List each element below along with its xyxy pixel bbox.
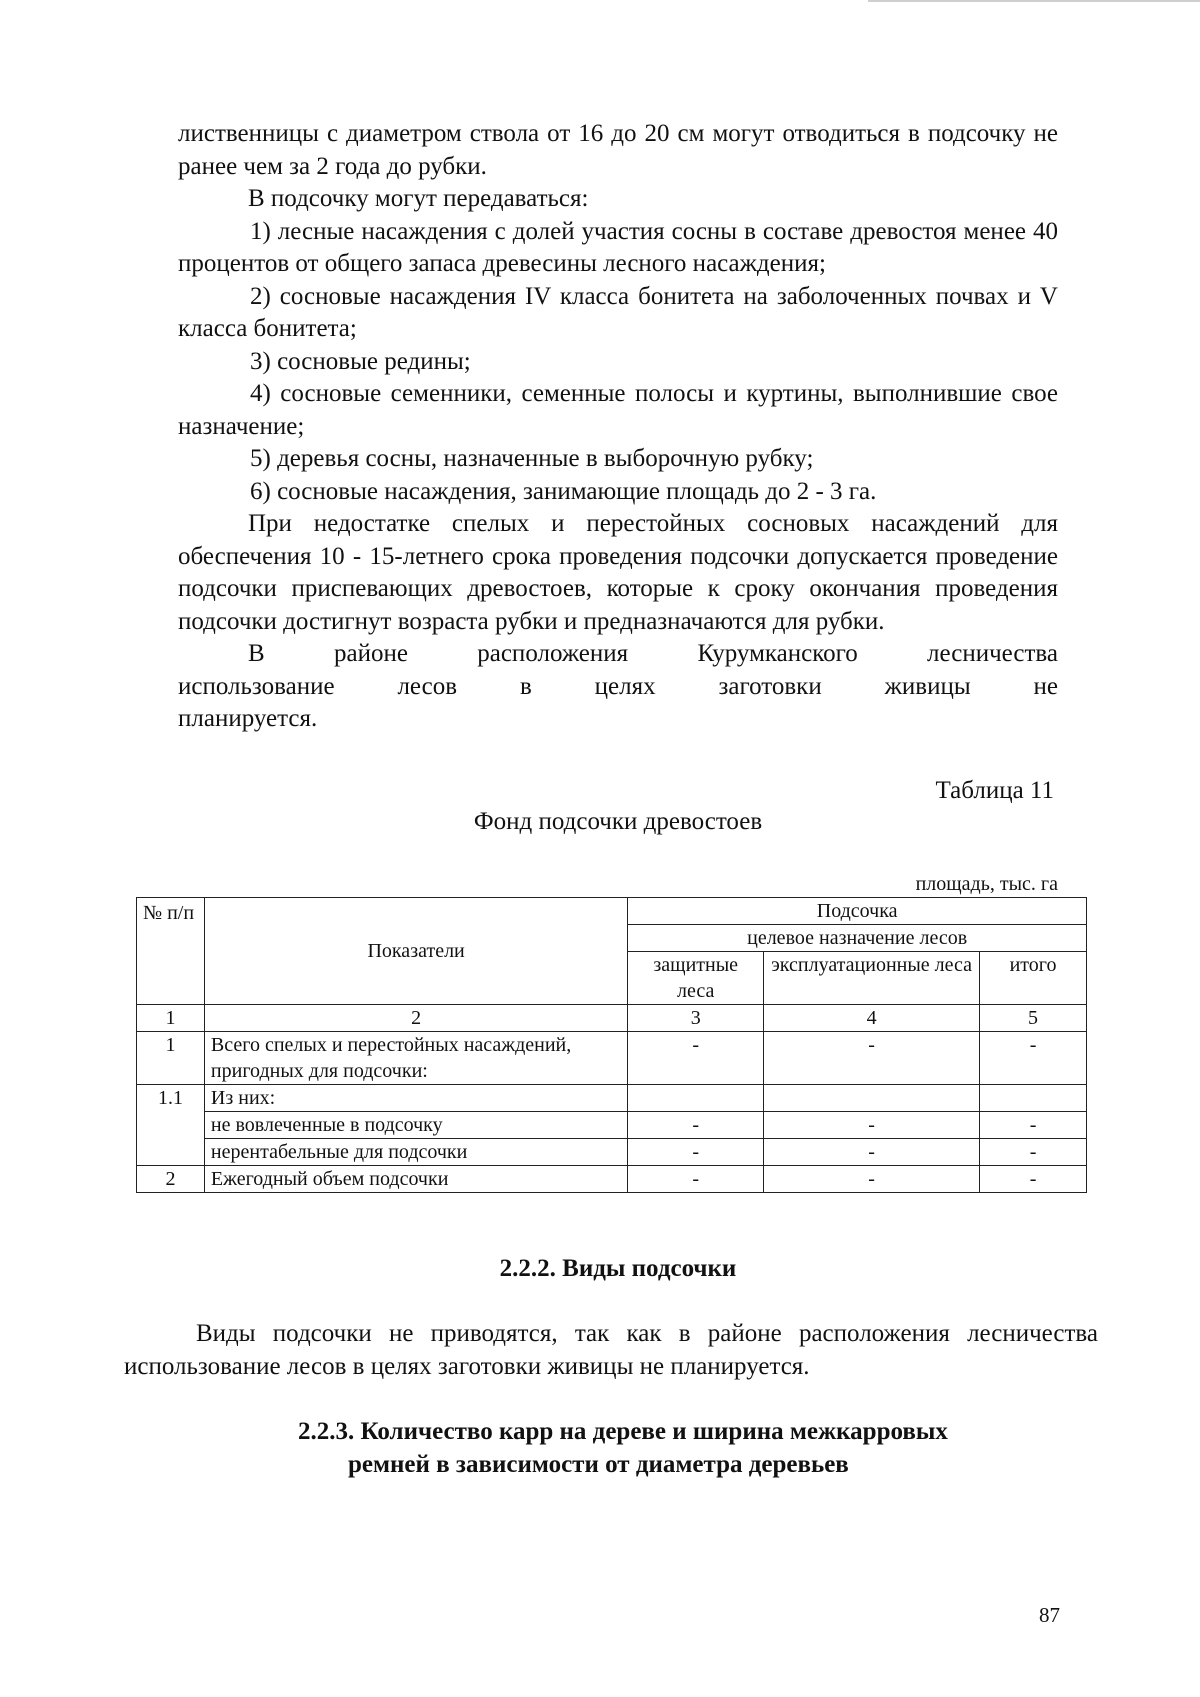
table-row bbox=[137, 1085, 1087, 1112]
table-title: Фонд подсочки древостоев bbox=[473, 808, 763, 835]
section-heading-2-2-2: 2.2.2. Виды подсочки bbox=[499, 1255, 737, 1282]
row-label: Всего спелых и перестойных насаждений, пригодных для подсочки: bbox=[204, 1032, 627, 1085]
header-subgroup: целевое назначение лесов bbox=[628, 925, 1087, 952]
list-item: 1) лесные насаждения с долей участия сосны в составе древостоя менее 40 процентов от общего запаса древесины лесного насаждения; bbox=[178, 217, 1058, 277]
header-group: Подсочка bbox=[628, 898, 1087, 925]
list-item: 3) сосновые редины; bbox=[250, 347, 471, 375]
col-number: 5 bbox=[980, 1005, 1087, 1032]
paragraph-larch: лиственницы с диаметром ствола от 16 до 20 см могут отводиться в подсочку не ранее чем за 2 года до рубки. bbox=[178, 120, 1058, 180]
header-num: № п/п bbox=[137, 898, 205, 1005]
body-text bbox=[178, 118, 1058, 736]
header-exploitation: эксплуатационные леса bbox=[764, 952, 980, 1005]
header-protective: защитные леса bbox=[628, 952, 764, 1005]
table-row bbox=[137, 1139, 1087, 1166]
row-value bbox=[764, 1085, 980, 1112]
row-value bbox=[980, 1085, 1087, 1112]
col-number: 2 bbox=[204, 1005, 627, 1032]
row-num: 2 bbox=[137, 1166, 205, 1193]
row-num bbox=[137, 1139, 205, 1166]
paragraph-transfer-intro: В подсочку могут передаваться: bbox=[248, 185, 589, 212]
scan-edge-line bbox=[868, 0, 1200, 2]
section-heading-2-2-3-line2: ремней в зависимости от диаметра деревьев bbox=[348, 1451, 849, 1478]
list-item: 2) сосновые насаждения IV класса бонитета на заболоченных почвах и V класса бонитета; bbox=[178, 282, 1058, 342]
table-row bbox=[137, 1032, 1087, 1085]
table-row bbox=[137, 1166, 1087, 1193]
row-value: - bbox=[980, 1139, 1087, 1166]
row-value: - bbox=[628, 1112, 764, 1139]
row-num bbox=[137, 1112, 205, 1139]
row-value: - bbox=[764, 1166, 980, 1193]
paragraph-kurumkan: В районе расположения Курумканского лесничества использование лесов в целях заготовки живицы не планируется. bbox=[178, 640, 1058, 732]
list-item: 5) деревья сосны, назначенные в выборочную рубку; bbox=[250, 445, 814, 472]
section-2-2-2-text: Виды подсочки не приводятся, так как в районе расположения лесничества использование лесов в целях заготовки живицы не планируется. bbox=[124, 1320, 1098, 1380]
col-number: 4 bbox=[764, 1005, 980, 1032]
row-num: 1.1 bbox=[137, 1085, 205, 1112]
row-value: - bbox=[628, 1032, 764, 1085]
row-value: - bbox=[764, 1139, 980, 1166]
col-number: 3 bbox=[628, 1005, 764, 1032]
list-item: 6) сосновые насаждения, занимающие площадь до 2 - 3 га. bbox=[250, 477, 877, 505]
row-value: - bbox=[980, 1032, 1087, 1085]
page-number: 87 bbox=[1039, 1603, 1060, 1627]
row-label: Ежегодный объем подсочки bbox=[204, 1166, 627, 1193]
row-value bbox=[628, 1085, 764, 1112]
table-number: Таблица 11 bbox=[935, 777, 1054, 804]
row-value: - bbox=[628, 1166, 764, 1193]
row-value: - bbox=[764, 1032, 980, 1085]
row-num: 1 bbox=[137, 1032, 205, 1085]
header-total: итого bbox=[980, 952, 1087, 1005]
row-label: не вовлеченные в подсочку bbox=[204, 1112, 627, 1139]
row-value: - bbox=[764, 1112, 980, 1139]
col-number: 1 bbox=[137, 1005, 205, 1032]
row-value: - bbox=[980, 1112, 1087, 1139]
list-item: 4) сосновые семенники, семенные полосы и куртины, выполнившие свое назначение; bbox=[178, 380, 1058, 440]
table-units: площадь, тыс. га bbox=[915, 873, 1058, 895]
header-indicators: Показатели bbox=[204, 898, 627, 1005]
row-value: - bbox=[980, 1166, 1087, 1193]
paragraph-shortage: При недостатке спелых и перестойных сосновых насаждений для обеспечения 10 - 15-летнего срока проведения подсочки допускается проведение подсочки приспевающих древостоев, которые к сроку окончания проведения подсочки достигнут возраста рубки и предназначаются для рубки. bbox=[178, 510, 1058, 635]
row-label: Из них: bbox=[204, 1085, 627, 1112]
section-heading-2-2-3-line1: 2.2.3. Количество карр на дереве и ширина межкарровых bbox=[298, 1418, 948, 1445]
tapping-fund-table bbox=[136, 897, 1087, 1193]
row-label: нерентабельные для подсочки bbox=[204, 1139, 627, 1166]
table-row bbox=[137, 1112, 1087, 1139]
row-value: - bbox=[628, 1139, 764, 1166]
